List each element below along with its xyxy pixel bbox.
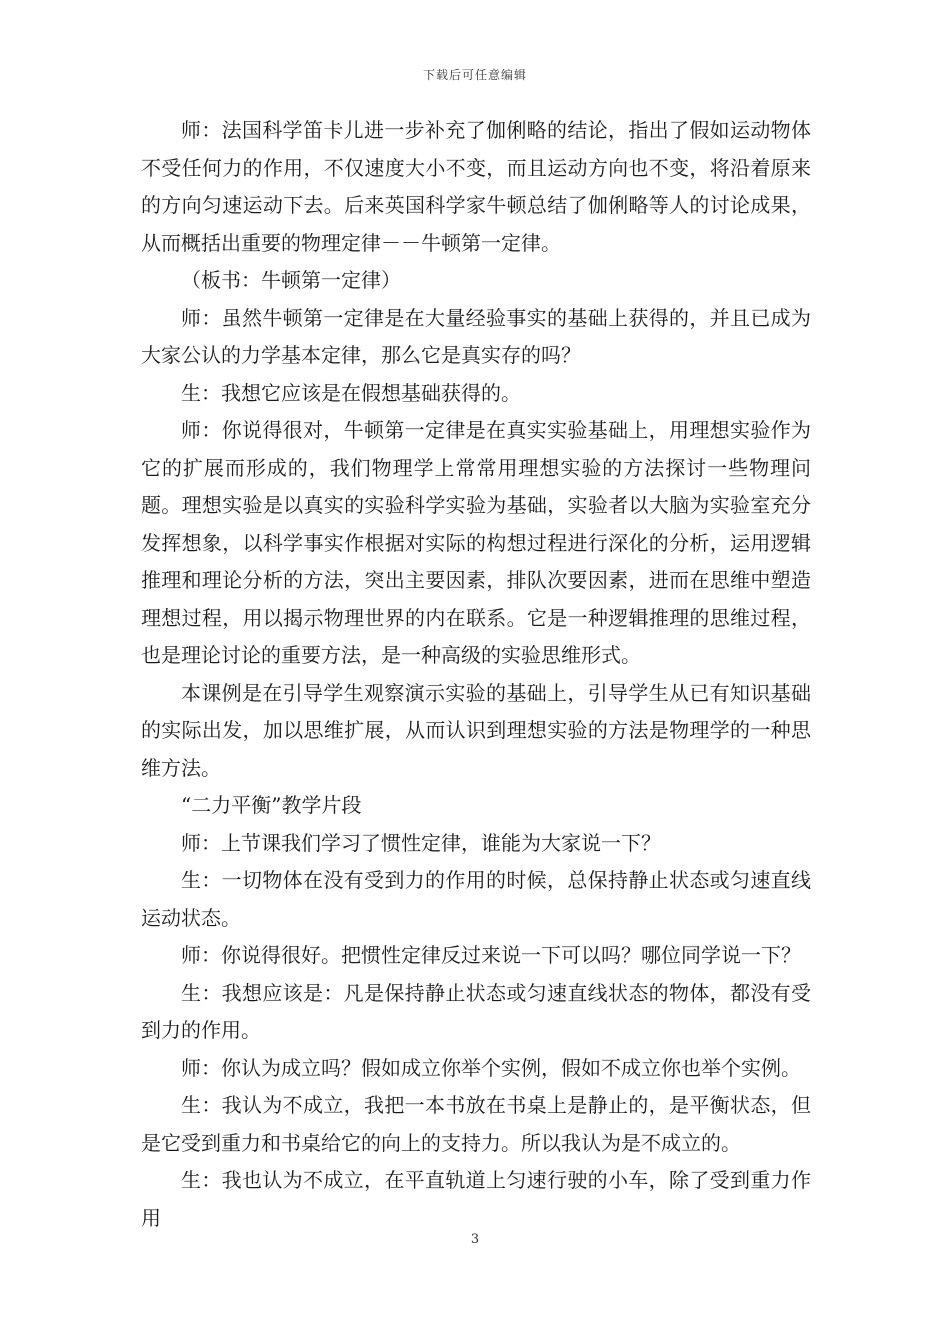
page-number: 3 (470, 1232, 480, 1247)
paragraph-4: 生：我想它应该是在假想基础获得的。 (181, 380, 521, 405)
paragraph-13: 生：我认为不成立，我把一本书放在书桌上是静止的，是平衡状态，但是它受到重力和书桌给它的向上的支持力。所以我认为是不成立的。 (141, 1093, 811, 1155)
paragraph-6: 本课例是在引导学生观察演示实验的基础上，引导学生从已有知识基础的实际出发，加以思维扩展，从而认识到理想实验的方法是物理学的一种思维方法。 (141, 680, 811, 780)
paragraph-3: 师：虽然牛顿第一定律是在大量经验事实的基础上获得的，并且已成为大家公认的力学基本定律，那么它是真实存的吗？ (141, 305, 811, 367)
paragraph-14: 生：我也认为不成立，在平直轨道上匀速行驶的小车，除了受到重力作用 (141, 1168, 811, 1230)
page-header: 下载后可任意编辑 (422, 68, 527, 82)
paragraph-1: 师：法国科学笛卡儿进一步补充了伽俐略的结论，指出了假如运动物体不受任何力的作用，不仅速度大小不变，而且运动方向也不变，将沿着原来的方向匀速运动下去。后来英国科学家牛顿总结了伽俐略等人的讨论成果，从而概括出重要的物理定律－－牛顿第一定律。 (141, 118, 811, 255)
paragraph-11: 生：我想应该是：凡是保持静止状态或匀速直线状态的物体，都没有受到力的作用。 (141, 980, 811, 1042)
paragraph-12: 师：你认为成立吗？假如成立你举个实例，假如不成立你也举个实例。 (181, 1055, 801, 1080)
paragraph-9: 生：一切物体在没有受到力的作用的时候，总保持静止状态或匀速直线运动状态。 (141, 868, 811, 930)
section-heading: “二力平衡”教学片段 (181, 793, 362, 817)
paragraph-2: （板书：牛顿第一定律） (181, 268, 401, 292)
paragraph-10: 师：你说得很好。把惯性定律反过来说一下可以吗？哪位同学说一下？ (181, 943, 801, 967)
paragraph-8: 师：上节课我们学习了惯性定律，谁能为大家说一下？ (181, 830, 661, 855)
paragraph-5: 师：你说得很对，牛顿第一定律是在真实实验基础上，用理想实验作为它的扩展而形成的，我们物理学上常常用理想实验的方法探讨一些物理问题。理想实验是以真实的实验科学实验为基础，实验者以大脑为实验室充分发挥想象，以科学事实作根据对实际的构想过程进行深化的分析，运用逻辑推理和理论分析的方法，突出主要因素，排队次要因素，进而在思维中塑造理想过程，用以揭示物理世界的内在联系。它是一种逻辑推理的思维过程，也是理论讨论的重要方法，是一种高级的实验思维形式。 (141, 418, 811, 667)
document-body (141, 112, 811, 1237)
